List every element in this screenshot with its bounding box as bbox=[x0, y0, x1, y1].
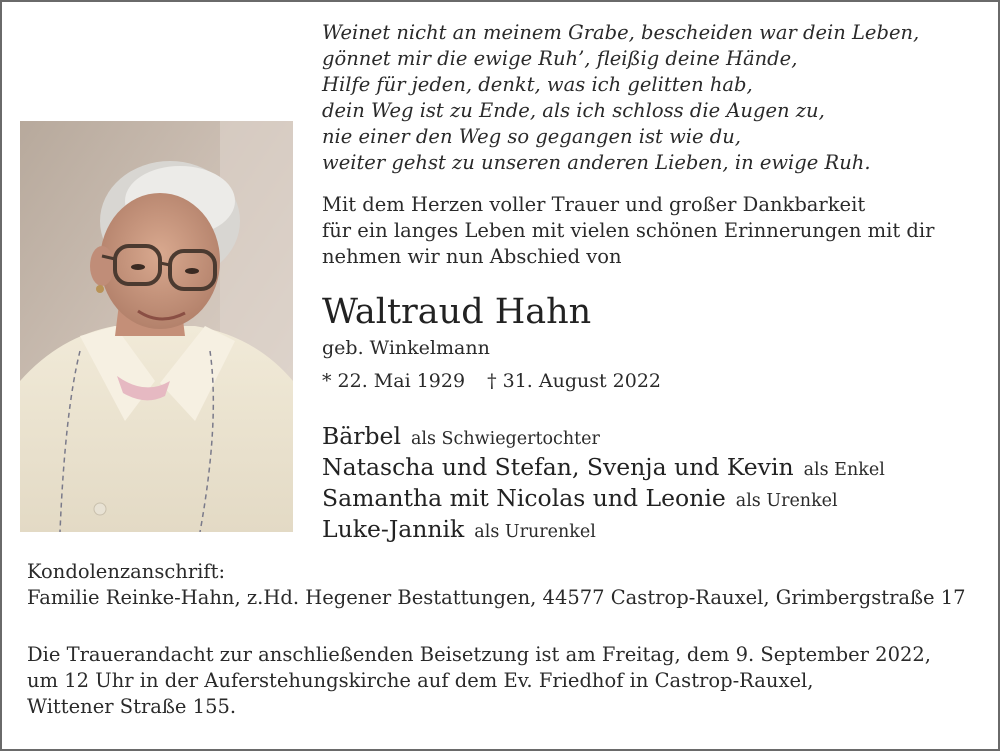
portrait-photo bbox=[20, 121, 293, 532]
mourner-names: Luke-Jannik bbox=[322, 515, 465, 543]
intro-line: für ein langes Leben mit vielen schönen Erinnerungen mit dir bbox=[322, 219, 935, 242]
poem-line: dein Weg ist zu Ende, als ich schloss die Augen zu, bbox=[322, 99, 825, 122]
service-line: um 12 Uhr in der Auferstehungskirche auf dem Ev. Friedhof in Castrop-Rauxel, bbox=[27, 669, 814, 692]
mourner-entry bbox=[322, 422, 885, 453]
mourner-relation: als Urenkel bbox=[735, 491, 838, 511]
poem-line: weiter gehst zu unseren anderen Lieben, in ewige Ruh. bbox=[322, 151, 871, 174]
mourner-entry bbox=[322, 484, 885, 515]
death-date: † 31. August 2022 bbox=[487, 370, 661, 392]
mourner-names: Bärbel bbox=[322, 422, 401, 450]
intro-line: nehmen wir nun Abschied von bbox=[322, 245, 622, 268]
intro-line: Mit dem Herzen voller Trauer und großer Dankbarkeit bbox=[322, 193, 866, 216]
mourner-relation: als Ururenkel bbox=[474, 522, 596, 542]
mourner-names: Samantha mit Nicolas und Leonie bbox=[322, 484, 726, 512]
mourner-relation: als Schwiegertochter bbox=[410, 429, 600, 449]
service-line: Wittener Straße 155. bbox=[27, 695, 237, 718]
deceased-name: Waltraud Hahn bbox=[322, 292, 592, 332]
birth-name: geb. Winkelmann bbox=[322, 337, 490, 359]
mourner-names: Natascha und Stefan, Svenja und Kevin bbox=[322, 453, 794, 481]
memorial-poem bbox=[322, 20, 992, 176]
poem-line: Weinet nicht an meinem Grabe, bescheiden war dein Leben, bbox=[322, 21, 920, 44]
condolence-address-line: Familie Reinke-Hahn, z.Hd. Hegener Bestattungen, 44577 Castrop-Rauxel, Grimbergstraße 17 bbox=[27, 586, 966, 609]
condolence-label: Kondolenzanschrift: bbox=[27, 560, 226, 583]
mourner-entry bbox=[322, 515, 885, 546]
mourner-entry bbox=[322, 453, 885, 484]
mourners-list bbox=[322, 422, 885, 546]
birth-date: * 22. Mai 1929 bbox=[322, 370, 466, 392]
life-dates bbox=[322, 370, 661, 392]
farewell-intro bbox=[322, 192, 992, 270]
poem-line: nie einer den Weg so gegangen ist wie du, bbox=[322, 125, 741, 148]
condolence-address bbox=[27, 559, 966, 611]
mourner-relation: als Enkel bbox=[803, 460, 885, 480]
service-line: Die Trauerandacht zur anschließenden Beisetzung ist am Freitag, dem 9. September 2022, bbox=[27, 643, 931, 666]
service-info bbox=[27, 642, 931, 720]
poem-line: Hilfe für jeden, denkt, was ich gelitten hab, bbox=[322, 73, 753, 96]
poem-line: gönnet mir die ewige Ruh’, fleißig deine Hände, bbox=[322, 47, 798, 70]
